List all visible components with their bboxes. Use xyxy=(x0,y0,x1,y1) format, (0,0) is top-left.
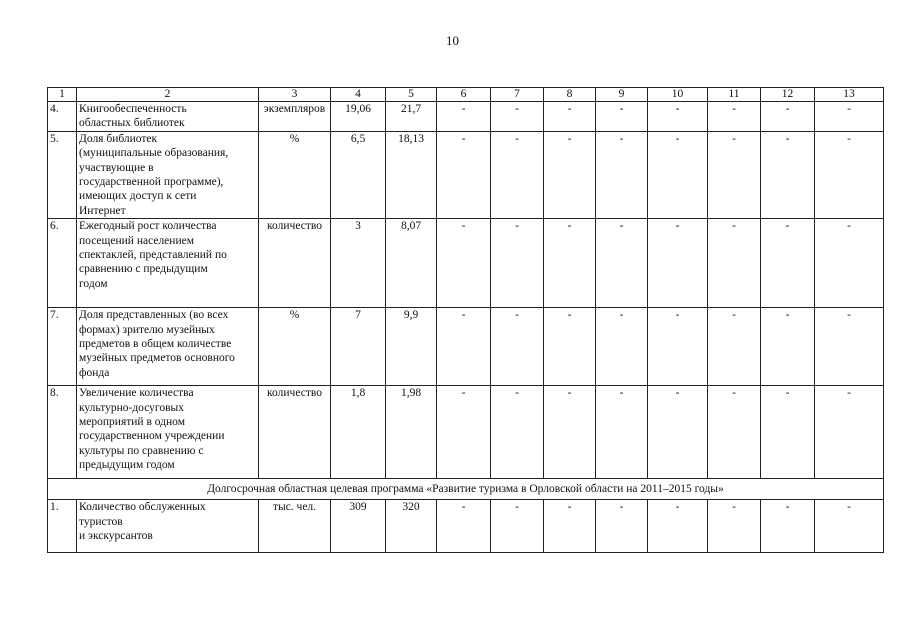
indicator-name-line: Доля представленных (во всех xyxy=(79,309,229,322)
indicator-name xyxy=(77,102,259,132)
indicator-name-line: государственной программе), xyxy=(79,176,224,189)
value-col12: - xyxy=(761,500,815,553)
column-number: 6 xyxy=(437,88,491,102)
column-number: 2 xyxy=(77,88,259,102)
indicator-name-line: посещений населением xyxy=(79,234,194,247)
indicator-name-line: годом xyxy=(79,277,108,290)
indicators-table xyxy=(47,87,884,553)
value-col12: - xyxy=(761,386,815,479)
value-col8: - xyxy=(544,308,596,386)
table-row xyxy=(48,102,884,132)
value-col11: - xyxy=(708,131,761,218)
table-body xyxy=(48,88,884,553)
row-number: 7. xyxy=(48,308,77,386)
value-col5: 18,13 xyxy=(386,131,437,218)
indicator-name-line: Интернет xyxy=(79,204,126,217)
indicator-name-line: культурно-досуговых xyxy=(79,401,184,414)
indicator-name-line: музейных предметов основного xyxy=(79,352,235,365)
unit-cell: % xyxy=(259,131,331,218)
indicator-name-line: имеющих доступ к сети xyxy=(79,190,197,203)
column-number: 8 xyxy=(544,88,596,102)
value-col9: - xyxy=(596,131,648,218)
indicator-name xyxy=(77,500,259,553)
column-number: 13 xyxy=(815,88,884,102)
table-row xyxy=(48,131,884,218)
value-col5: 1,98 xyxy=(386,386,437,479)
column-number: 10 xyxy=(648,88,708,102)
value-col8: - xyxy=(544,219,596,308)
value-col12: - xyxy=(761,308,815,386)
value-col13: - xyxy=(815,131,884,218)
indicator-name-line: Книгообеспеченность xyxy=(79,103,187,115)
value-col5: 8,07 xyxy=(386,219,437,308)
value-col4: 1,8 xyxy=(331,386,386,479)
value-col8: - xyxy=(544,500,596,553)
column-number: 7 xyxy=(491,88,544,102)
indicator-name-line: и экскурсантов xyxy=(79,530,153,543)
row-number: 6. xyxy=(48,219,77,308)
value-col6: - xyxy=(437,500,491,553)
page-number: 10 xyxy=(446,33,459,48)
indicator-name-line: Доля библиотек xyxy=(79,132,158,145)
value-col13: - xyxy=(815,102,884,132)
column-number: 4 xyxy=(331,88,386,102)
value-col10: - xyxy=(648,500,708,553)
value-col11: - xyxy=(708,500,761,553)
indicator-name-line: Ежегодный рост количества xyxy=(79,220,217,233)
table-row xyxy=(48,500,884,553)
value-col7: - xyxy=(491,386,544,479)
value-col13: - xyxy=(815,219,884,308)
section-heading-row xyxy=(48,479,884,500)
indicator-name-line: Количество обслуженных xyxy=(79,501,206,514)
unit-cell: % xyxy=(259,308,331,386)
indicator-name-line: предыдущим годом xyxy=(79,459,175,472)
value-col10: - xyxy=(648,102,708,132)
indicator-name-line: культуры по сравнению с xyxy=(79,444,204,457)
value-col11: - xyxy=(708,308,761,386)
indicator-name-line: фонда xyxy=(79,366,110,379)
section-title: Долгосрочная областная целевая программа «Развитие туризма в Орловской области на 2011–2015 годы» xyxy=(48,479,884,500)
value-col7: - xyxy=(491,102,544,132)
indicator-name-line: участвующие в xyxy=(79,161,154,174)
indicator-name-line: сравнению с предыдущим xyxy=(79,263,208,276)
value-col4: 6,5 xyxy=(331,131,386,218)
indicator-name-line: спектаклей, представлений по xyxy=(79,249,227,262)
table-row xyxy=(48,219,884,308)
indicator-name xyxy=(77,219,259,308)
column-number: 5 xyxy=(386,88,437,102)
value-col7: - xyxy=(491,500,544,553)
indicator-name xyxy=(77,386,259,479)
value-col13: - xyxy=(815,308,884,386)
indicator-name-line: предметов в общем количестве xyxy=(79,338,232,351)
indicator-name-line: Увеличение количества xyxy=(79,387,194,400)
value-col9: - xyxy=(596,219,648,308)
value-col4: 7 xyxy=(331,308,386,386)
indicator-name-line: государственном учреждении xyxy=(79,430,225,443)
column-number: 3 xyxy=(259,88,331,102)
indicator-name-line: областных библиотек xyxy=(79,117,185,130)
row-number: 1. xyxy=(48,500,77,553)
value-col6: - xyxy=(437,102,491,132)
indicator-name-line: туристов xyxy=(79,515,123,528)
indicator-name-line: (муниципальные образования, xyxy=(79,147,229,160)
value-col7: - xyxy=(491,131,544,218)
column-number: 1 xyxy=(48,88,77,102)
column-number-row xyxy=(48,88,884,102)
value-col6: - xyxy=(437,386,491,479)
value-col12: - xyxy=(761,102,815,132)
value-col9: - xyxy=(596,308,648,386)
column-number: 12 xyxy=(761,88,815,102)
value-col4: 309 xyxy=(331,500,386,553)
value-col6: - xyxy=(437,131,491,218)
value-col11: - xyxy=(708,102,761,132)
value-col5: 21,7 xyxy=(386,102,437,132)
value-col9: - xyxy=(596,102,648,132)
value-col11: - xyxy=(708,219,761,308)
value-col10: - xyxy=(648,308,708,386)
indicator-name-line: формах) зрителю музейных xyxy=(79,323,215,336)
value-col4: 19,06 xyxy=(331,102,386,132)
value-col10: - xyxy=(648,219,708,308)
column-number: 11 xyxy=(708,88,761,102)
value-col9: - xyxy=(596,500,648,553)
value-col8: - xyxy=(544,102,596,132)
value-col13: - xyxy=(815,500,884,553)
table-row xyxy=(48,308,884,386)
table-row xyxy=(48,386,884,479)
indicator-name xyxy=(77,308,259,386)
value-col4: 3 xyxy=(331,219,386,308)
value-col8: - xyxy=(544,386,596,479)
row-number: 8. xyxy=(48,386,77,479)
value-col11: - xyxy=(708,386,761,479)
value-col8: - xyxy=(544,131,596,218)
value-col10: - xyxy=(648,386,708,479)
indicator-name-line: мероприятий в одном xyxy=(79,416,185,429)
value-col7: - xyxy=(491,308,544,386)
value-col9: - xyxy=(596,386,648,479)
value-col12: - xyxy=(761,131,815,218)
unit-cell: количество xyxy=(259,219,331,308)
value-col6: - xyxy=(437,219,491,308)
value-col5: 320 xyxy=(386,500,437,553)
indicator-name xyxy=(77,131,259,218)
unit-cell: количество xyxy=(259,386,331,479)
value-col10: - xyxy=(648,131,708,218)
value-col7: - xyxy=(491,219,544,308)
value-col12: - xyxy=(761,219,815,308)
value-col6: - xyxy=(437,308,491,386)
row-number: 4. xyxy=(48,102,77,132)
value-col5: 9,9 xyxy=(386,308,437,386)
value-col13: - xyxy=(815,386,884,479)
column-number: 9 xyxy=(596,88,648,102)
unit-cell: экземпляров xyxy=(259,102,331,132)
row-number: 5. xyxy=(48,131,77,218)
unit-cell: тыс. чел. xyxy=(259,500,331,553)
